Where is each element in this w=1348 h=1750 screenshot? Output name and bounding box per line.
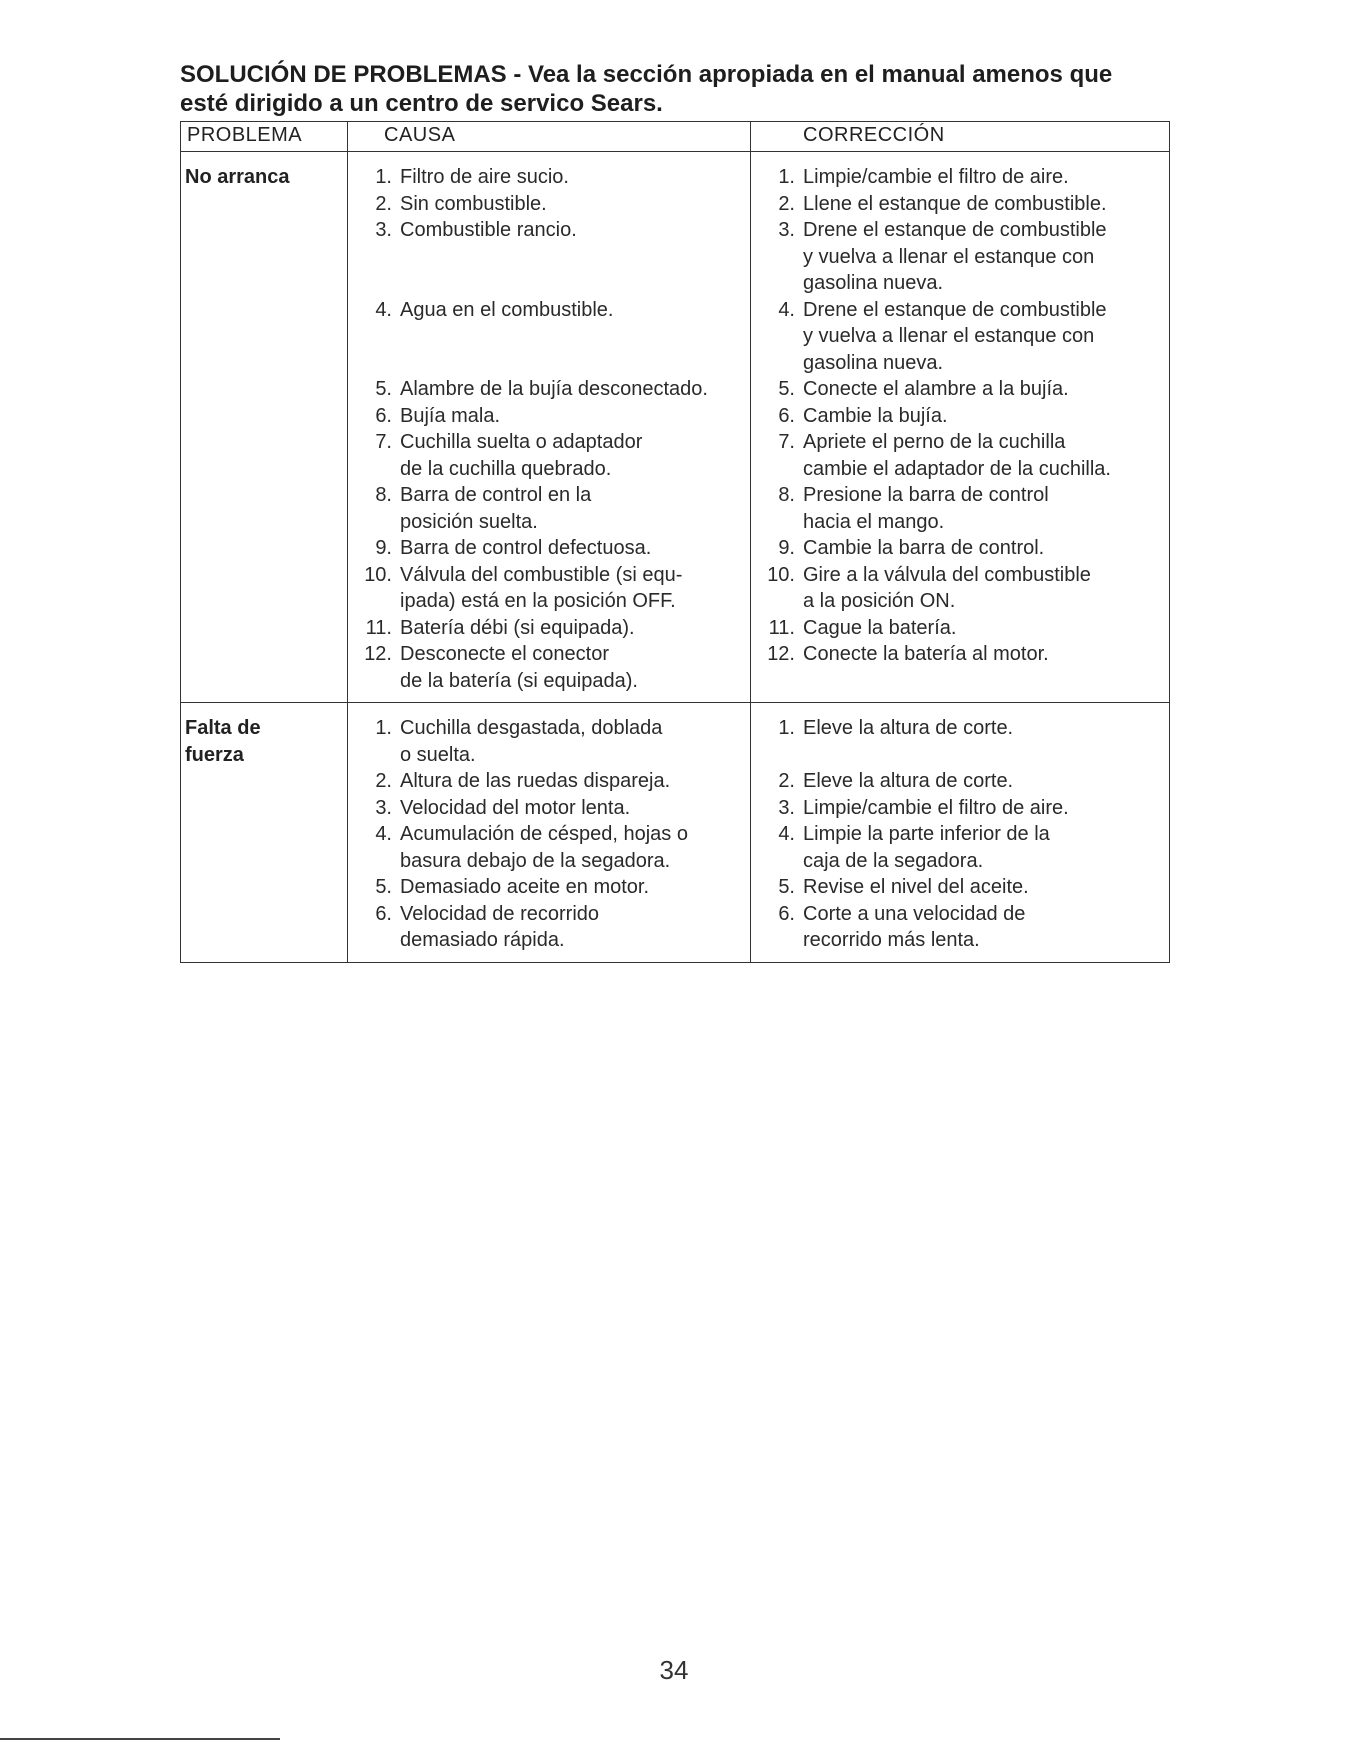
item-text — [400, 641, 638, 694]
cause-item — [352, 297, 742, 377]
item-number: 6. — [375, 902, 392, 925]
correction-item — [755, 217, 1161, 297]
item-number: 3. — [375, 796, 392, 819]
item-line: gasolina nueva. — [803, 351, 944, 374]
item-text — [803, 795, 1069, 822]
correction-item — [755, 164, 1161, 191]
item-text — [400, 403, 500, 430]
item-number: 7. — [375, 431, 392, 453]
item-number: 12. — [767, 643, 795, 665]
item-number: 4. — [375, 298, 392, 321]
cause-list — [352, 164, 742, 694]
item-line: y vuelva a llenar el estanque con — [803, 325, 1095, 347]
item-number: 11. — [365, 616, 392, 639]
item-number: 8. — [375, 484, 392, 506]
cause-item — [352, 535, 742, 562]
cause-list — [352, 715, 742, 954]
item-number: 2. — [375, 770, 392, 792]
item-line: Barra de control defectuosa. — [400, 537, 652, 559]
item-line: posición suelta. — [400, 510, 538, 533]
item-line: Limpie/cambie el filtro de aire. — [803, 796, 1069, 819]
item-line: Válvula del combustible (si equ- — [400, 563, 683, 586]
cause-item — [352, 641, 742, 694]
problem-cell — [181, 152, 348, 703]
item-number: 10. — [364, 563, 392, 586]
correction-item — [755, 768, 1161, 795]
item-text — [803, 535, 1044, 562]
cause-cell — [348, 703, 751, 963]
item-text — [803, 901, 1025, 954]
cause-item — [352, 217, 742, 297]
item-text — [803, 191, 1107, 218]
item-line: Demasiado aceite en motor. — [400, 876, 650, 898]
item-line: ipada) está en la posición OFF. — [400, 590, 676, 612]
item-line: Cambie la bujía. — [803, 404, 948, 427]
correction-item — [755, 874, 1161, 901]
header-correccion: CORRECCIÓN — [751, 122, 1170, 152]
item-line — [400, 323, 613, 350]
item-line: Conecte la batería al motor. — [803, 643, 1049, 665]
correction-item — [755, 535, 1161, 562]
item-text — [803, 874, 1029, 901]
item-text — [400, 715, 662, 768]
item-number: 3. — [375, 219, 392, 241]
cause-item — [352, 191, 742, 218]
cause-item — [352, 768, 742, 795]
item-line: demasiado rápida. — [400, 929, 565, 951]
item-number: 5. — [375, 378, 392, 400]
correction-item — [755, 429, 1161, 482]
correction-item — [755, 376, 1161, 403]
page-title — [180, 60, 1180, 118]
item-line: Barra de control en la — [400, 484, 592, 506]
item-line: recorrido más lenta. — [803, 929, 980, 951]
item-text — [803, 429, 1111, 482]
item-text — [803, 217, 1107, 297]
item-line: basura debajo de la segadora. — [400, 849, 671, 872]
item-number: 5. — [778, 876, 795, 898]
item-text — [400, 164, 569, 191]
item-number: 3. — [778, 219, 795, 241]
item-line: Gire a la válvula del combustible — [803, 563, 1091, 586]
item-number: 1. — [375, 166, 392, 188]
item-number: 11. — [768, 616, 795, 639]
item-text — [400, 191, 547, 218]
item-text — [803, 376, 1069, 403]
correction-item — [755, 403, 1161, 430]
item-text — [400, 482, 591, 535]
table-header-row — [181, 122, 1170, 152]
item-text — [400, 901, 599, 954]
item-number: 9. — [375, 537, 392, 559]
item-line — [400, 244, 577, 271]
item-line: Eleve la altura de corte. — [803, 770, 1014, 792]
item-text — [803, 821, 1050, 874]
item-number: 8. — [778, 484, 795, 506]
item-text — [803, 641, 1049, 694]
item-line: cambie el adaptador de la cuchilla. — [803, 457, 1111, 480]
header-causa: CAUSA — [348, 122, 751, 152]
item-line: Cague la batería. — [803, 616, 957, 639]
item-text — [400, 297, 613, 377]
item-line: a la posición ON. — [803, 590, 956, 612]
correction-item — [755, 641, 1161, 694]
item-text — [803, 297, 1107, 377]
item-line: Cambie la barra de control. — [803, 537, 1045, 559]
cause-item — [352, 901, 742, 954]
item-text — [803, 403, 948, 430]
cause-item — [352, 376, 742, 403]
item-text — [400, 429, 642, 482]
item-line: Cuchilla suelta o adaptador — [400, 431, 643, 453]
correction-item — [755, 821, 1161, 874]
item-line — [400, 350, 613, 377]
item-text — [400, 795, 630, 822]
item-line: Desconecte el conector — [400, 643, 610, 665]
item-number: 12. — [364, 643, 392, 665]
item-text — [400, 821, 688, 874]
item-line: Limpie/cambie el filtro de aire. — [803, 166, 1069, 188]
item-number: 6. — [375, 404, 392, 427]
correction-item — [755, 562, 1161, 615]
cause-item — [352, 715, 742, 768]
item-line: Velocidad del motor lenta. — [400, 796, 631, 819]
cause-item — [352, 615, 742, 642]
item-line: Agua en el combustible. — [400, 298, 614, 321]
title-line-2: esté dirigido a un centro de servico Sears. — [180, 90, 663, 117]
item-line — [803, 742, 1013, 769]
item-text — [803, 615, 956, 642]
cause-item — [352, 874, 742, 901]
item-text — [400, 217, 577, 297]
item-line: Velocidad de recorrido — [400, 902, 600, 925]
correction-cell — [751, 703, 1170, 963]
item-number: 5. — [778, 378, 795, 400]
cause-item — [352, 482, 742, 535]
item-line: Batería débi (si equipada). — [400, 616, 635, 639]
item-text — [400, 874, 649, 901]
correction-item — [755, 615, 1161, 642]
cause-item — [352, 562, 742, 615]
header-problema: PROBLEMA — [181, 122, 348, 152]
table-row — [181, 152, 1170, 703]
item-text — [400, 768, 670, 795]
problem-label: No arranca — [185, 166, 290, 188]
item-line: gasolina nueva. — [803, 272, 944, 294]
item-line: Corte a una velocidad de — [803, 902, 1026, 925]
item-line: Limpie la parte inferior de la — [803, 823, 1050, 845]
item-line — [400, 270, 577, 297]
item-line: caja de la segadora. — [803, 849, 984, 872]
correction-item — [755, 482, 1161, 535]
item-number: 7. — [778, 431, 795, 453]
item-line: Revise el nivel del aceite. — [803, 876, 1029, 898]
item-number: 2. — [778, 192, 795, 215]
item-number: 2. — [375, 192, 392, 215]
problem-cell — [181, 703, 348, 963]
item-line: Presione la barra de control — [803, 484, 1049, 506]
item-text — [803, 562, 1091, 615]
item-text — [400, 376, 708, 403]
correction-item — [755, 901, 1161, 954]
correction-item — [755, 297, 1161, 377]
footer-rule — [0, 1738, 280, 1740]
item-number: 6. — [778, 902, 795, 925]
item-number: 5. — [375, 876, 392, 898]
correction-list — [755, 164, 1161, 694]
item-line: Filtro de aire sucio. — [400, 166, 569, 188]
item-text — [400, 615, 635, 642]
item-text — [803, 715, 1013, 768]
item-line: Eleve la altura de corte. — [803, 717, 1014, 739]
troubleshooting-table — [180, 121, 1170, 963]
problem-label: fuerza — [185, 743, 244, 766]
item-line: Alambre de la bujía desconectado. — [400, 378, 708, 400]
item-text — [803, 164, 1069, 191]
correction-item — [755, 715, 1161, 768]
item-line: Acumulación de césped, hojas o — [400, 823, 688, 845]
item-line: Bujía mala. — [400, 404, 501, 427]
item-number: 1. — [778, 717, 795, 739]
item-line: de la cuchilla quebrado. — [400, 457, 612, 480]
item-line: de la batería (si equipada). — [400, 669, 638, 692]
item-line: hacia el mango. — [803, 510, 945, 533]
item-number: 1. — [375, 717, 392, 739]
correction-item — [755, 191, 1161, 218]
item-text — [400, 535, 651, 562]
problem-label: Falta de — [185, 717, 261, 739]
cause-cell — [348, 152, 751, 703]
item-line: Combustible rancio. — [400, 219, 577, 241]
item-line — [803, 668, 1049, 695]
item-line: Altura de las ruedas dispareja. — [400, 770, 671, 792]
item-line: Apriete el perno de la cuchilla — [803, 431, 1066, 453]
item-text — [400, 562, 682, 615]
item-number: 4. — [778, 823, 795, 845]
item-number: 4. — [778, 298, 795, 321]
title-line-1: SOLUCIÓN DE PROBLEMAS - Vea la sección apropiada en el manual amenos que — [180, 61, 1113, 88]
cause-item — [352, 429, 742, 482]
page-number: 34 — [659, 1655, 689, 1685]
item-number: 10. — [767, 563, 795, 586]
correction-item — [755, 795, 1161, 822]
item-line: Conecte el alambre a la bujía. — [803, 378, 1069, 400]
item-line: o suelta. — [400, 743, 476, 766]
item-text — [803, 482, 1049, 535]
correction-list — [755, 715, 1161, 954]
item-number: 9. — [778, 537, 795, 559]
cause-item — [352, 795, 742, 822]
cause-item — [352, 403, 742, 430]
item-number: 6. — [778, 404, 795, 427]
item-line: Drene el estanque de combustible — [803, 219, 1107, 241]
correction-cell — [751, 152, 1170, 703]
item-line: Cuchilla desgastada, doblada — [400, 717, 663, 739]
cause-item — [352, 164, 742, 191]
item-number: 1. — [778, 166, 795, 188]
item-line: Llene el estanque de combustible. — [803, 192, 1107, 215]
table-row — [181, 703, 1170, 963]
item-number: 3. — [778, 796, 795, 819]
item-number: 2. — [778, 770, 795, 792]
item-text — [803, 768, 1013, 795]
item-line: y vuelva a llenar el estanque con — [803, 245, 1095, 268]
cause-item — [352, 821, 742, 874]
item-line: Drene el estanque de combustible — [803, 298, 1107, 321]
item-line: Sin combustible. — [400, 192, 547, 215]
item-number: 4. — [375, 823, 392, 845]
